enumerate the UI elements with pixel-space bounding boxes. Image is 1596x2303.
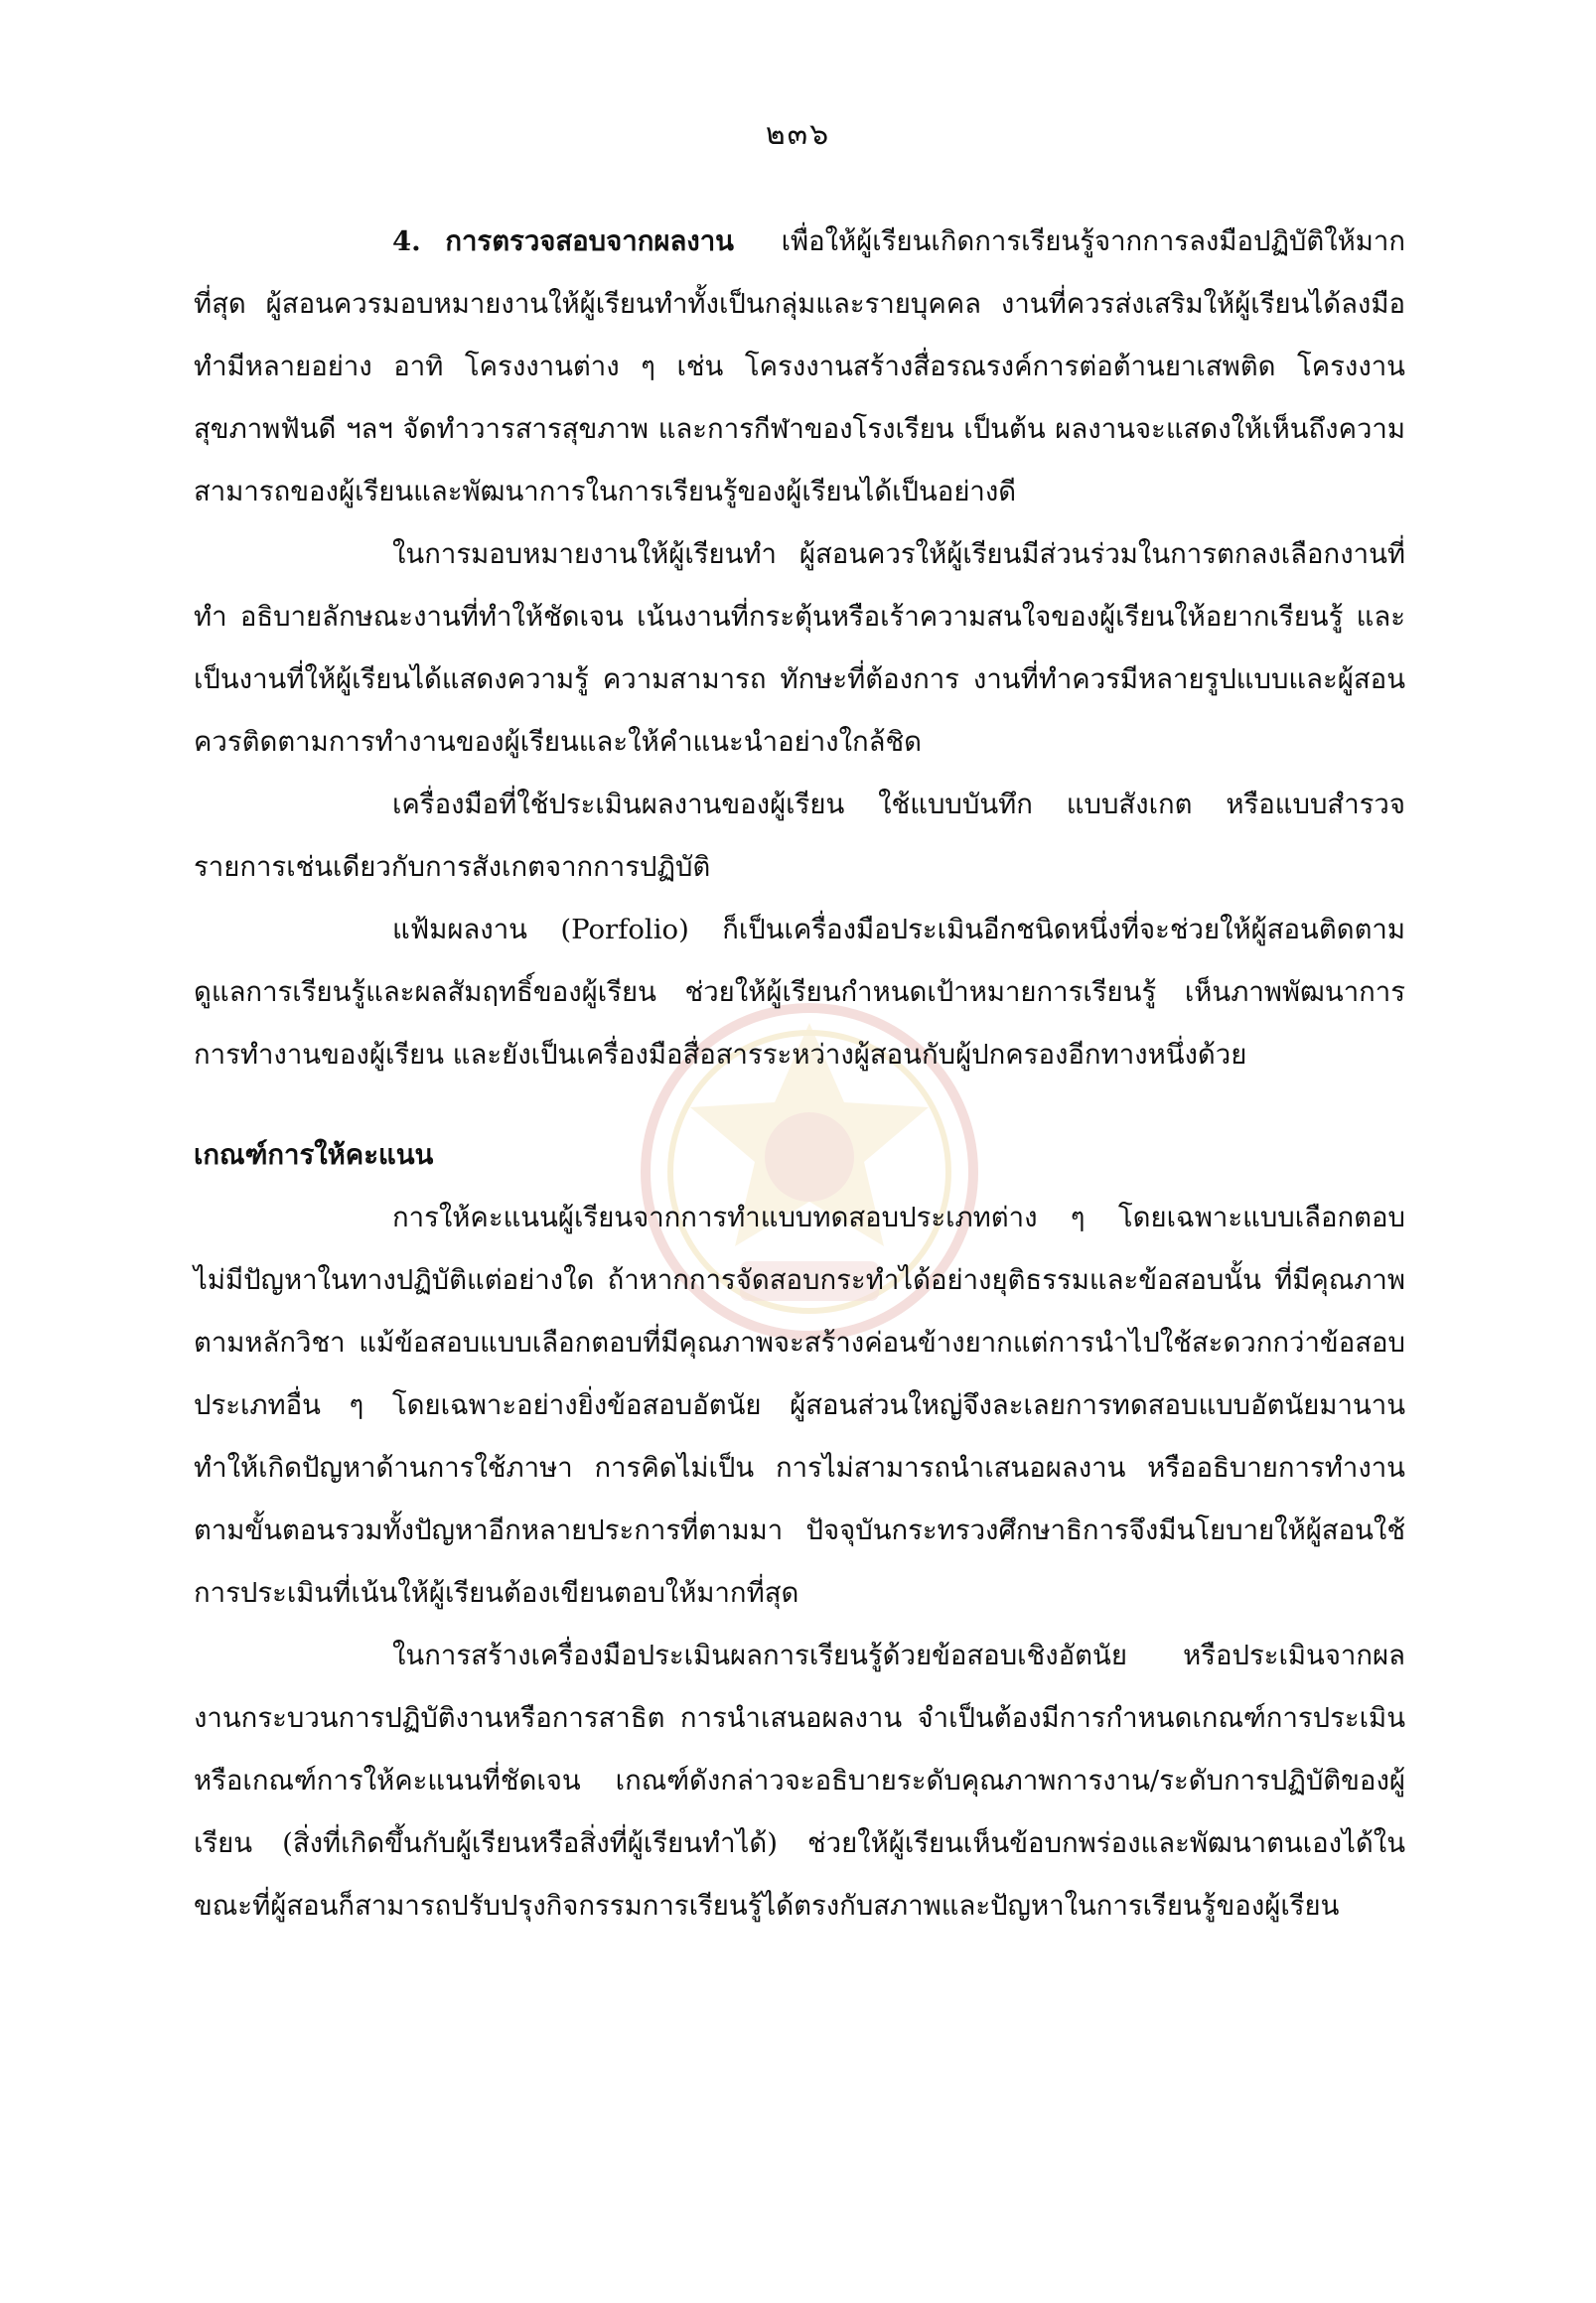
section-4-heading: 4. การตรวจสอบจากผลงาน — [392, 225, 734, 257]
scoring-criteria-heading: เกณฑ์การให้คะแนน — [194, 1139, 434, 1171]
paragraph-assessment-tools: เครื่องมือที่ใช้ประเมินผลงานของผู้เรียน ใช้แบบบันทึก แบบสังเกต หรือแบบสำรวจรายการเช่นเดียวกับการสังเกตจากการปฏิบัติ — [194, 789, 1405, 883]
paragraph-scoring-rubric: ในการสร้างเครื่องมือประเมินผลการเรียนรู้ด้วยข้อสอบเชิงอัตนัย หรือประเมินจากผลงานกระบวนการปฏิบัติงานหรือการสาธิต การนำเสนอผลงาน จำเป็นต้องมีการกำหนดเกณฑ์การประเมินหรือเกณฑ์การให้คะแนนที่ชัดเจน เกณฑ์ดังกล่าวจะอธิบายระดับคุณภาพการงาน/ระดับการปฏิบัติของผู้เรียน (สิ่งที่เกิดขึ้นกับผู้เรียนหรือสิ่งที่ผู้เรียนทำได้) ช่วยให้ผู้เรียนเห็นข้อบกพร่องและพัฒนาตนเองได้ในขณะที่ผู้สอนก็สามารถปรับปรุงกิจกรรมการเรียนรู้ได้ตรงกับสภาพและปัญหาในการเรียนรู้ของผู้เรียน — [194, 1640, 1405, 1922]
section-4-paragraph — [194, 211, 1405, 523]
paragraph-assign-work: ในการมอบหมายงานให้ผู้เรียนทำ ผู้สอนควรให้ผู้เรียนมีส่วนร่วมในการตกลงเลือกงานที่ทำ อธิบายลักษณะงานที่ทำให้ชัดเจน เน้นงานที่กระตุ้นหรือเร้าความสนใจของผู้เรียนให้อยากเรียนรู้ และเป็นงานที่ให้ผู้เรียนได้แสดงความรู้ ความสามารถ ทักษะที่ต้องการ งานที่ทำควรมีหลายรูปแบบและผู้สอนควรติดตามการทำงานของผู้เรียนและให้คำแนะนำอย่างใกล้ชิด — [194, 538, 1405, 758]
paragraph-scoring-tests: การให้คะแนนผู้เรียนจากการทำแบบทดสอบประเภทต่าง ๆ โดยเฉพาะแบบเลือกตอบไม่มีปัญหาในทางปฏิบัติแต่อย่างใด ถ้าหากการจัดสอบกระทำได้อย่างยุติธรรมและข้อสอบนั้น ที่มีคุณภาพตามหลักวิชา แม้ข้อสอบแบบเลือกตอบที่มีคุณภาพจะสร้างค่อนข้างยากแต่การนำไปใช้สะดวกกว่าข้อสอบประเภทอื่น ๆ โดยเฉพาะอย่างยิ่งข้อสอบอัตนัย ผู้สอนส่วนใหญ่จึงละเลยการทดสอบแบบอัตนัยมานาน ทำให้เกิดปัญหาด้านการใช้ภาษา การคิดไม่เป็น การไม่สามารถนำเสนอผลงาน หรืออธิบายการทำงานตามขั้นตอนรวมทั้งปัญหาอีกหลายประการที่ตามมา ปัจจุบันกระทรวงศึกษาธิการจึงมีนโยบายให้ผู้สอนใช้การประเมินที่เน้นให้ผู้เรียนต้องเขียนตอบให้มากที่สุด — [194, 1202, 1405, 1609]
document-body — [194, 211, 1405, 1938]
paragraph-portfolio: แฟ้มผลงาน (Porfolio) ก็เป็นเครื่องมือประเมินอีกชนิดหนึ่งที่จะช่วยให้ผู้สอนติดตามดูแลการเรียนรู้และผลสัมฤทธิ์ของผู้เรียน ช่วยให้ผู้เรียนกำหนดเป้าหมายการเรียนรู้ เห็นภาพพัฒนาการการทำงานของผู้เรียน และยังเป็นเครื่องมือสื่อสารระหว่างผู้สอนกับผู้ปกครองอีกทางหนึ่งด้วย — [194, 914, 1405, 1071]
section-4-body: เพื่อให้ผู้เรียนเกิดการเรียนรู้จากการลงมือปฏิบัติให้มากที่สุด ผู้สอนควรมอบหมายงานให้ผู้เรียนทำทั้งเป็นกลุ่มและรายบุคคล งานที่ควรส่งเสริมให้ผู้เรียนได้ลงมือทำมีหลายอย่าง อาทิ โครงงานต่าง ๆ เช่น โครงงานสร้างสื่อรณรงค์การต่อต้านยาเสพติด โครงงานสุขภาพฟันดี ฯลฯ จัดทำวารสารสุขภาพ และการกีฬาของโรงเรียน เป็นต้น ผลงานจะแสดงให้เห็นถึงความสามารถของผู้เรียนและพัฒนาการในการเรียนรู้ของผู้เรียนได้เป็นอย่างดี — [194, 225, 1405, 507]
page-number: ๒๓๖ — [765, 117, 831, 152]
